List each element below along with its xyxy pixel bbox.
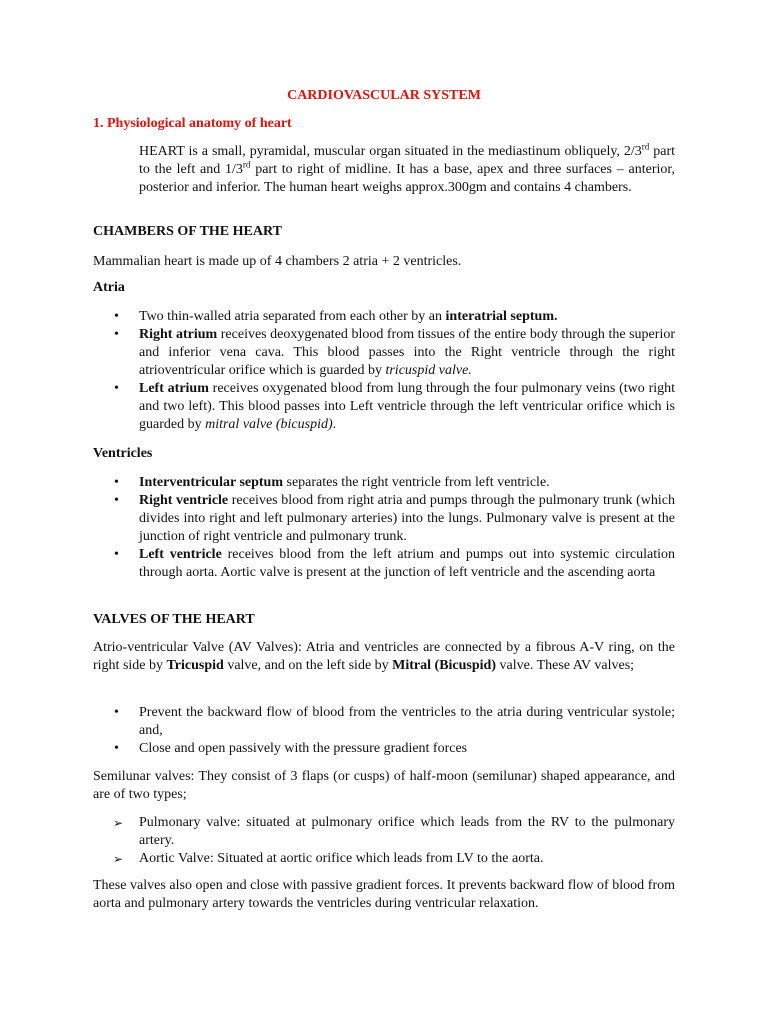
list-item: • Close and open passively with the pressure gradient forces [114, 741, 468, 756]
bullet-icon: • [114, 327, 119, 342]
atria-list [113, 308, 675, 434]
document-title: CARDIOVASCULAR SYSTEM [287, 88, 481, 103]
ventricles-list [113, 474, 675, 582]
bullet-icon: • [114, 493, 119, 508]
chambers-heading: CHAMBERS OF THE HEART [93, 224, 282, 239]
bullet-icon: • [114, 705, 119, 720]
valves-heading: VALVES OF THE HEART [93, 612, 255, 627]
list-item: ➢ Aortic Valve: Situated at aortic orifice which leads from LV to the aorta. [113, 851, 544, 866]
bullet-icon: • [114, 309, 119, 324]
arrow-bullet-icon: ➢ [113, 816, 124, 830]
section-heading-anatomy: 1. Physiological anatomy of heart [93, 116, 292, 131]
bullet-icon: • [114, 547, 119, 562]
list-item: • Prevent the backward flow of blood from the ventricles to the atria during ventricular systole; and, [114, 705, 675, 738]
semilunar-list [113, 814, 675, 868]
list-item: ➢ Pulmonary valve: situated at pulmonary orifice which leads from the RV to the pulmonary artery. [113, 815, 675, 848]
list-item: • Right atrium receives deoxygenated blood from tissues of the entire body through the superior and inferior vena cava. This blood passes into the Right ventricle through the right atrioventricular orifice which is guarded by tricuspid valve. [114, 327, 675, 378]
list-item: • Interventricular septum separates the right ventricle from left ventricle. [114, 475, 550, 490]
list-item: • Left atrium receives oxygenated blood from lung through the four pulmonary veins (two right and two left). This blood passes into Left ventricle through the left ventricular orifice which is guarded by mitral valve (bicuspid). [114, 381, 676, 432]
bullet-icon: • [114, 741, 119, 756]
list-item: • Two thin-walled atria separated from each other by an interatrial septum. [114, 309, 558, 324]
list-item: • Right ventricle receives blood from right atria and pumps through the pulmonary trunk (which divides into right and left pulmonary arteries) into the lungs. Pulmonary valve is present at the junction of right ventricle and pulmonary trunk. [114, 493, 675, 544]
bullet-icon: • [114, 381, 119, 396]
intro-paragraph: HEART is a small, pyramidal, muscular organ situated in the mediastinum obliquely, 2/3rd part to the left and 1/3rd part to right of midline. It has a base, apex and three surfaces – anterior, posterior and inferior. The human heart weighs approx.300gm and contains 4 chambers. [139, 141, 675, 195]
av-valves-list [113, 704, 675, 758]
arrow-bullet-icon: ➢ [113, 852, 124, 866]
ventricles-heading: Ventricles [93, 446, 153, 461]
list-item: • Left ventricle receives blood from the left atrium and pumps out into systemic circulation through aorta. Aortic valve is present at the junction of left ventricle and the ascending aorta [114, 547, 675, 580]
chambers-text: Mammalian heart is made up of 4 chambers 2 atria + 2 ventricles. [93, 254, 462, 269]
bullet-icon: • [114, 475, 119, 490]
atria-heading: Atria [93, 280, 125, 295]
closing-paragraph: These valves also open and close with passive gradient forces. It prevents backward flow of blood from aorta and pulmonary artery towards the ventricles during ventricular relaxation. [93, 878, 675, 911]
av-valves-paragraph: Atrio-ventricular Valve (AV Valves): Atria and ventricles are connected by a fibrous A-V ring, on the right side by Tricuspid valve, and on the left side by Mitral (Bicuspid) valve. These AV valves; [93, 640, 675, 673]
semilunar-paragraph: Semilunar valves: They consist of 3 flaps (or cusps) of half-moon (semilunar) shaped appearance, and are of two types; [93, 769, 675, 802]
